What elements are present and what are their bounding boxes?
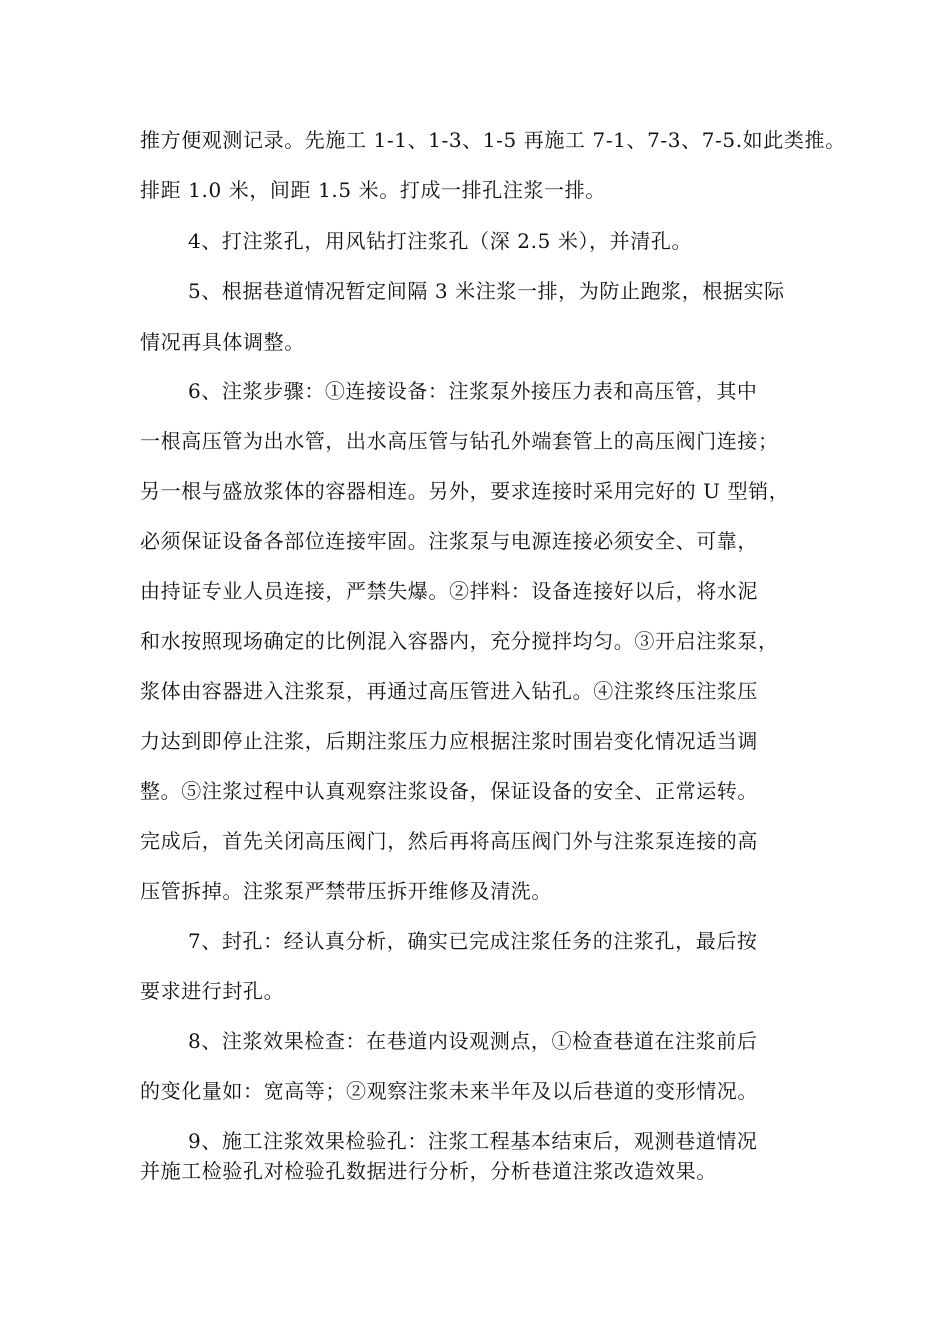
text-line-18: 要求进行封孔。 [140,979,285,1003]
text-line-12: 浆体由容器进入注浆泵，再通过高压管进入钻孔。④注浆终压注浆压 [140,679,758,703]
text-line-17: 7、封孔：经认真分析，确实已完成注浆任务的注浆孔，最后按 [188,929,758,953]
text-line-8: 另一根与盛放浆体的容器相连。另外，要求连接时采用完好的 U 型销， [140,479,790,503]
text-line-19: 8、注浆效果检查：在巷道内设观测点，①检查巷道在注浆前后 [188,1029,758,1053]
text-line-9: 必须保证设备各部位连接牢固。注浆泵与电源连接必须安全、可靠， [140,529,758,553]
text-line-5: 情况再具体调整。 [140,330,305,354]
text-line-10: 由持证专业人员连接，严禁失爆。②拌料：设备连接好以后，将水泥 [140,579,758,603]
text-line-21: 9、施工注浆效果检验孔：注浆工程基本结束后，观测巷道情况 [188,1129,758,1153]
text-line-11: 和水按照现场确定的比例混入容器内，充分搅拌均匀。③开启注浆泵， [140,629,779,653]
text-line-15: 完成后，首先关闭高压阀门，然后再将高压阀门外与注浆泵连接的高 [140,829,758,853]
text-line-2: 排距 1.0 米，间距 1.5 米。打成一排孔注浆一排。 [140,178,606,202]
text-line-20: 的变化量如：宽高等；②观察注浆未来半年及以后巷道的变形情况。 [140,1079,758,1103]
text-line-22: 并施工检验孔对检验孔数据进行分析，分析巷道注浆改造效果。 [140,1159,717,1183]
text-line-13: 力达到即停止注浆，后期注浆压力应根据注浆时围岩变化情况适当调 [140,729,758,753]
text-line-7: 一根高压管为出水管，出水高压管与钻孔外端套管上的高压阀门连接； [140,429,779,453]
text-line-16: 压管拆掉。注浆泵严禁带压拆开维修及清洗。 [140,879,552,903]
text-line-4: 5、根据巷道情况暂定间隔 3 米注浆一排，为防止跑浆，根据实际 [188,279,785,303]
text-line-3: 4、打注浆孔，用风钻打注浆孔（深 2.5 米），并清孔。 [188,229,693,253]
text-line-6: 6、注浆步骤：①连接设备：注浆泵外接压力表和高压管，其中 [188,379,758,403]
text-line-1: 推方便观测记录。先施工 1-1、1-3、1-5 再施工 7-1、7-3、7-5.如此类推。 [140,128,846,152]
text-line-14: 整。⑤注浆过程中认真观察注浆设备，保证设备的安全、正常运转。 [140,779,758,803]
